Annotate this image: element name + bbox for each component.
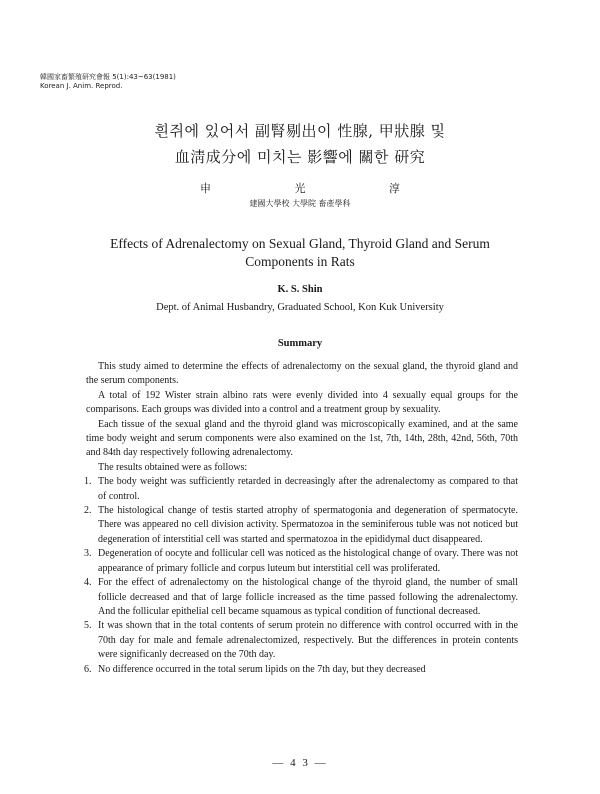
summary-paragraph: Each tissue of the sexual gland and the thyroid gland was microscopically examined, and at the same time body weight and serum components were also examined on the 1st, 7th, 14th, 28th, 42nd, 56th, 70th and 84th day respectively following adrenalectomy. (86, 418, 518, 459)
summary-paragraph: A total of 192 Wister strain albino rats were evenly divided into 4 sexually equal groups for the comparisons. Each groups was divided into a control and a treatment group by sexuality. (86, 389, 518, 416)
korean-affiliation: 建國大學校 大學院 畜產學科 (249, 199, 351, 208)
result-text: No difference occurred in the total serum lipids on the 7th day, but they decreased (98, 663, 426, 675)
result-item (86, 576, 518, 619)
result-number: 5. (84, 620, 92, 632)
summary-paragraph: The results obtained were as follows: (98, 461, 248, 473)
journal-citation (40, 73, 300, 91)
result-number: 3. (84, 548, 92, 560)
result-text: The histological change of testis started atrophy of spermatogonia and degeneration of spermatocyte. There was appeared no cell division activity. Spermatozoa in the seminiferous tuble was not noticed but degeneration of interstitial cell was started and spermatozoa in the epididymal duct disappeared. (98, 505, 518, 545)
result-text: Degeneration of oocyte and follicular cell was noticed as the histological change of ovary. There was not appearance of primary follicle and corpus luteum but interstitial cell was proliferated. (98, 548, 518, 574)
journal-citation-korean: 韓國家畜繁殖研究會報 5(1):43~63(1981) (40, 73, 176, 81)
result-number: 6. (84, 663, 92, 675)
result-item (86, 663, 518, 677)
result-item (86, 504, 518, 547)
result-item (86, 547, 518, 576)
result-item (86, 619, 518, 662)
result-text: It was shown that in the total contents of serum protein no difference with control occurred with in the 70th day for male and female adrenalectomized, respectively. But the differences in protein contents were significanly decreased on the 70th day. (98, 620, 518, 661)
page-number: — 4 3 — (272, 757, 328, 769)
result-number: 1. (84, 476, 92, 488)
results-list (86, 475, 518, 677)
result-text: The body weight was sufficiently retarded in decreasingly after the adrenalectomy as compared to that of control. (98, 476, 518, 502)
result-number: 4. (84, 577, 92, 589)
korean-title-line-2: 血淸成分에 미치는 影響에 關한 研究 (174, 148, 426, 166)
summary-body (86, 360, 518, 677)
english-title-line-2: Components in Rats (245, 254, 355, 269)
summary-paragraph: This study aimed to determine the effects of adrenalectomy on the sexual gland, the thyroid gland and the serum components. (86, 361, 518, 387)
korean-title-line-1: 흰쥐에 있어서 副腎剔出이 性腺, 甲狀腺 및 (154, 122, 446, 140)
journal-citation-english: Korean J. Anim. Reprod. (40, 82, 123, 90)
result-item (86, 475, 518, 504)
english-author: K. S. Shin (277, 284, 323, 295)
result-number: 2. (84, 505, 92, 517)
result-text: For the effect of adrenalectomy on the histological change of the thyroid gland, the number of small follicle decreased and that of large follicle increased as the time passed following the adrenalectomy. And the follicular epithelial cell became squamous as typical condition of functional decreased. (98, 577, 518, 617)
english-title-line-1: Effects of Adrenalectomy on Sexual Gland, Thyroid Gland and Serum (110, 236, 490, 251)
english-affiliation: Dept. of Animal Husbandry, Graduated School, Kon Kuk University (156, 302, 444, 313)
summary-heading: Summary (277, 338, 323, 349)
korean-author: 申 光 淳 (200, 182, 440, 195)
